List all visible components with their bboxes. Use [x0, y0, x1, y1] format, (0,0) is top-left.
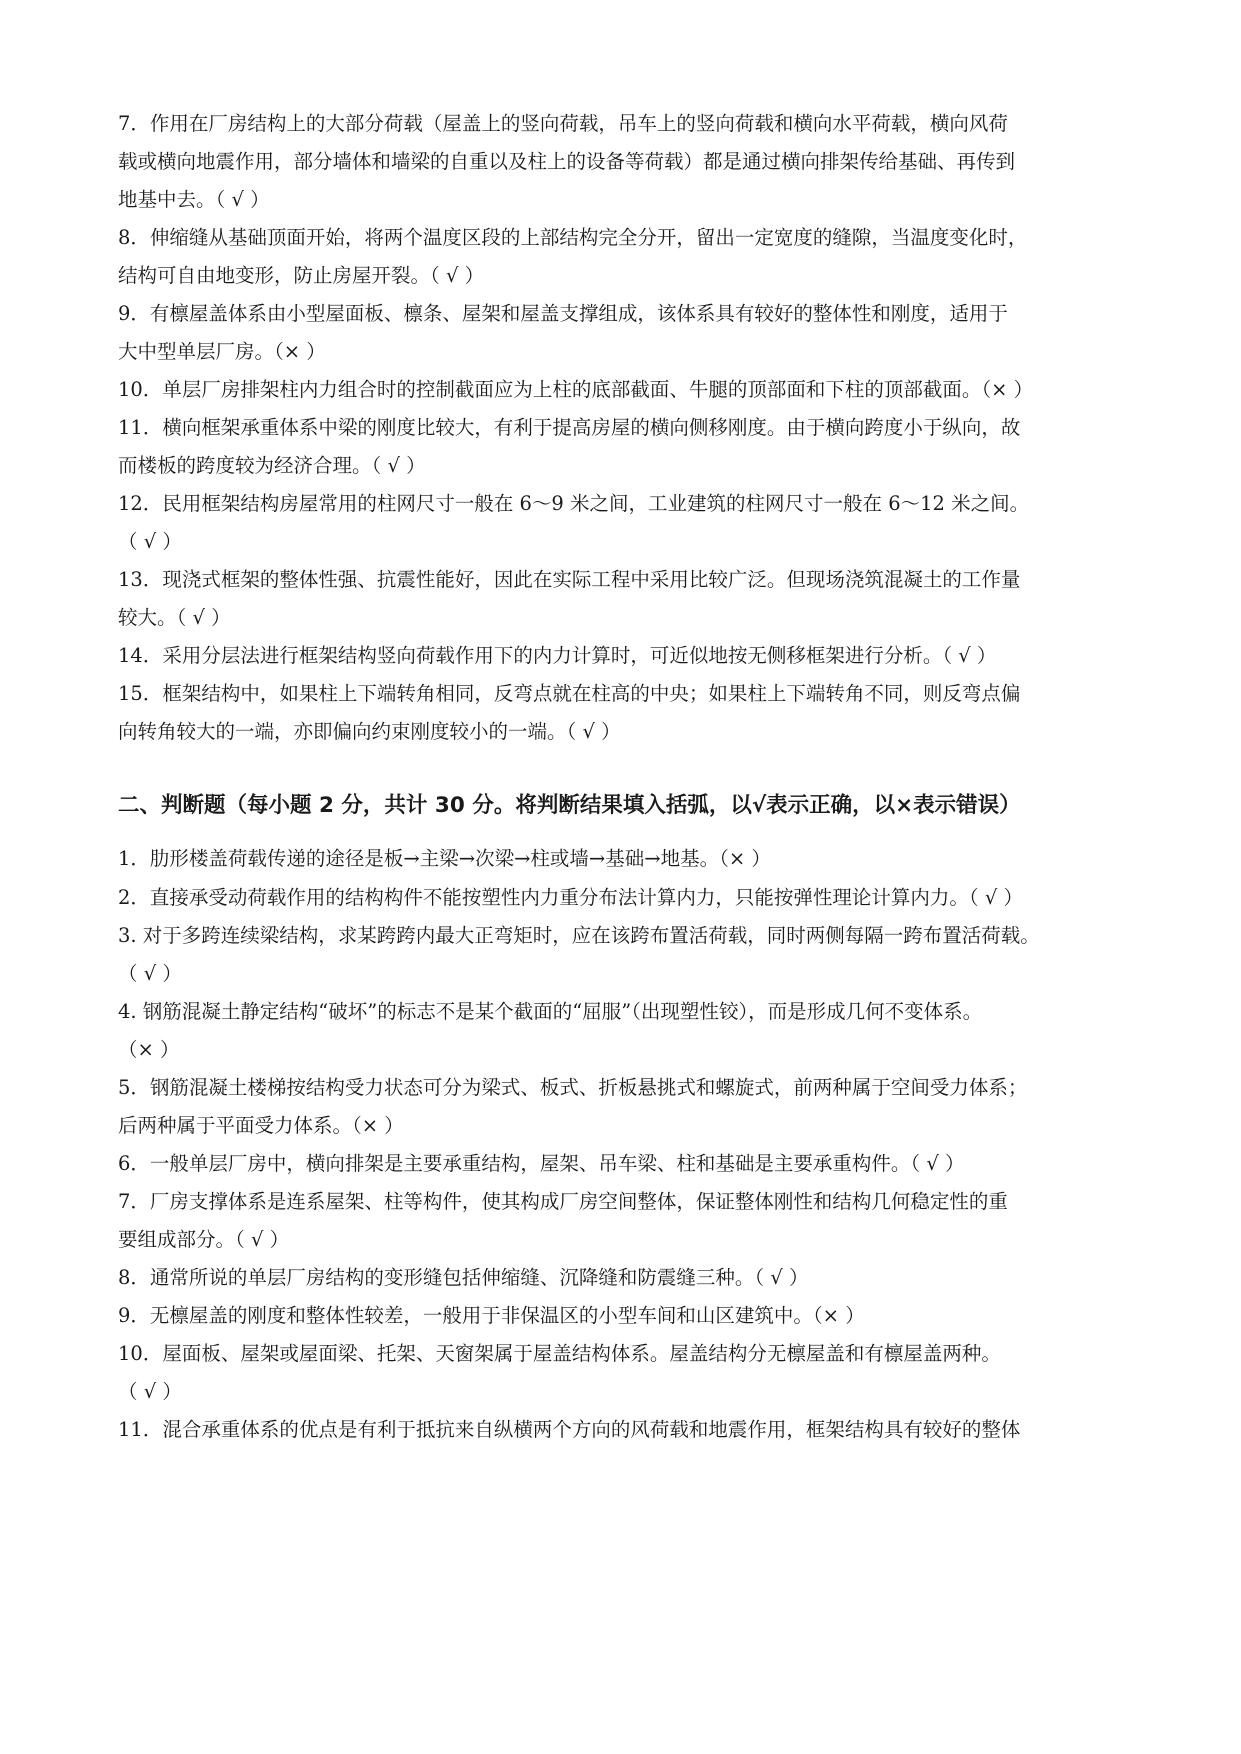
text-line: 3. 对于多跨连续梁结构，求某跨跨内最大正弯矩时，应在该跨布置活荷载，同时两侧每隔一跨布置活荷载。 [118, 924, 1040, 947]
text-line: （ √ ） [118, 1380, 182, 1403]
text-line: 载或横向地震作用，部分墙体和墙梁的自重以及柱上的设备等荷载）都是通过横向排架传给基础、再传到 [118, 150, 1016, 173]
text-line: （ √ ） [118, 530, 182, 553]
text-line: 11．横向框架承重体系中梁的刚度比较大，有利于提高房屋的横向侧移刚度。由于横向跨度小于纵向，故 [118, 416, 1021, 439]
text-line: 9．有檩屋盖体系由小型屋面板、檩条、屋架和屋盖支撑组成，该体系具有较好的整体性和刚度，适用于 [118, 302, 1008, 325]
text-line: 8．通常所说的单层厂房结构的变形缝包括伸缩缝、沉降缝和防震缝三种。（ √ ） [118, 1266, 809, 1289]
text-line: 4. 钢筋混凝土静定结构“破坏”的标志不是某个截面的“屈服”（出现塑性铰），而是形成几何不变体系。 [118, 1000, 983, 1023]
text-line: 9．无檩屋盖的刚度和整体性较差，一般用于非保温区的小型车间和山区建筑中。（× ） [118, 1304, 865, 1327]
section-heading: 二、判断题（每小题 2 分，共计 30 分。将判断结果填入括弧，以√表示正确，以×表示错误） [118, 793, 1021, 818]
text-line: 10．屋面板、屋架或屋面梁、托架、天窗架属于屋盖结构体系。屋盖结构分无檩屋盖和有檩屋盖两种。 [118, 1342, 1001, 1365]
text-line: 7．厂房支撑体系是连系屋架、柱等构件，使其构成厂房空间整体，保证整体刚性和结构几何稳定性的重 [118, 1190, 1008, 1213]
text-line: 15．框架结构中，如果柱上下端转角相同，反弯点就在柱高的中央；如果柱上下端转角不同，则反弯点偏 [118, 682, 1021, 705]
text-line: 要组成部分。（ √ ） [118, 1228, 290, 1251]
text-line: 1．肋形楼盖荷载传递的途径是板→主梁→次梁→柱或墙→基础→地基。（× ） [118, 847, 771, 870]
text-line: 5．钢筋混凝土楼梯按结构受力状态可分为梁式、板式、折板悬挑式和螺旋式，前两种属于空间受力体系； [118, 1076, 1028, 1099]
text-line: 14．采用分层法进行框架结构竖向荷载作用下的内力计算时，可近似地按无侧移框架进行分析。（ √ ） [118, 644, 997, 667]
text-line: 11．混合承重体系的优点是有利于抵抗来自纵横两个方向的风荷载和地震作用，框架结构具有较好的整体 [118, 1418, 1021, 1441]
text-line: 而楼板的跨度较为经济合理。（ √ ） [118, 454, 426, 477]
text-line: 结构可自由地变形，防止房屋开裂。（ √ ） [118, 264, 485, 287]
text-line: 较大。（ √ ） [118, 606, 231, 629]
text-line: 8．伸缩缝从基础顶面开始，将两个温度区段的上部结构完全分开，留出一定宽度的缝隙，当温度变化时， [118, 226, 1028, 249]
text-line: 地基中去。（ √ ） [118, 188, 270, 211]
text-line: （× ） [118, 1038, 180, 1061]
text-line: 6．一般单层厂房中，横向排架是主要承重结构，屋架、吊车梁、柱和基础是主要承重构件。（ √ ） [118, 1152, 965, 1175]
text-line: 10．单层厂房排架柱内力组合时的控制截面应为上柱的底部截面、牛腿的顶部面和下柱的顶部截面。（× ） [118, 378, 1034, 401]
text-line: 向转角较大的一端，亦即偏向约束刚度较小的一端。（ √ ） [118, 720, 621, 743]
text-line: 后两种属于平面受力体系。（× ） [118, 1114, 404, 1137]
text-line: 7．作用在厂房结构上的大部分荷载（屋盖上的竖向荷载，吊车上的竖向荷载和横向水平荷载，横向风荷 [118, 112, 1008, 135]
text-line: 12．民用框架结构房屋常用的柱网尺寸一般在 6～9 米之间，工业建筑的柱网尺寸一般在 6～12 米之间。 [118, 492, 1030, 515]
text-line: 大中型单层厂房。（× ） [118, 340, 326, 363]
text-line: 2．直接承受动荷载作用的结构构件不能按塑性内力重分布法计算内力，只能按弹性理论计算内力。（ √ ） [118, 886, 1023, 909]
text-line: 13．现浇式框架的整体性强、抗震性能好，因此在实际工程中采用比较广泛。但现场浇筑混凝土的工作量 [118, 568, 1021, 591]
text-line: （ √ ） [118, 962, 182, 985]
